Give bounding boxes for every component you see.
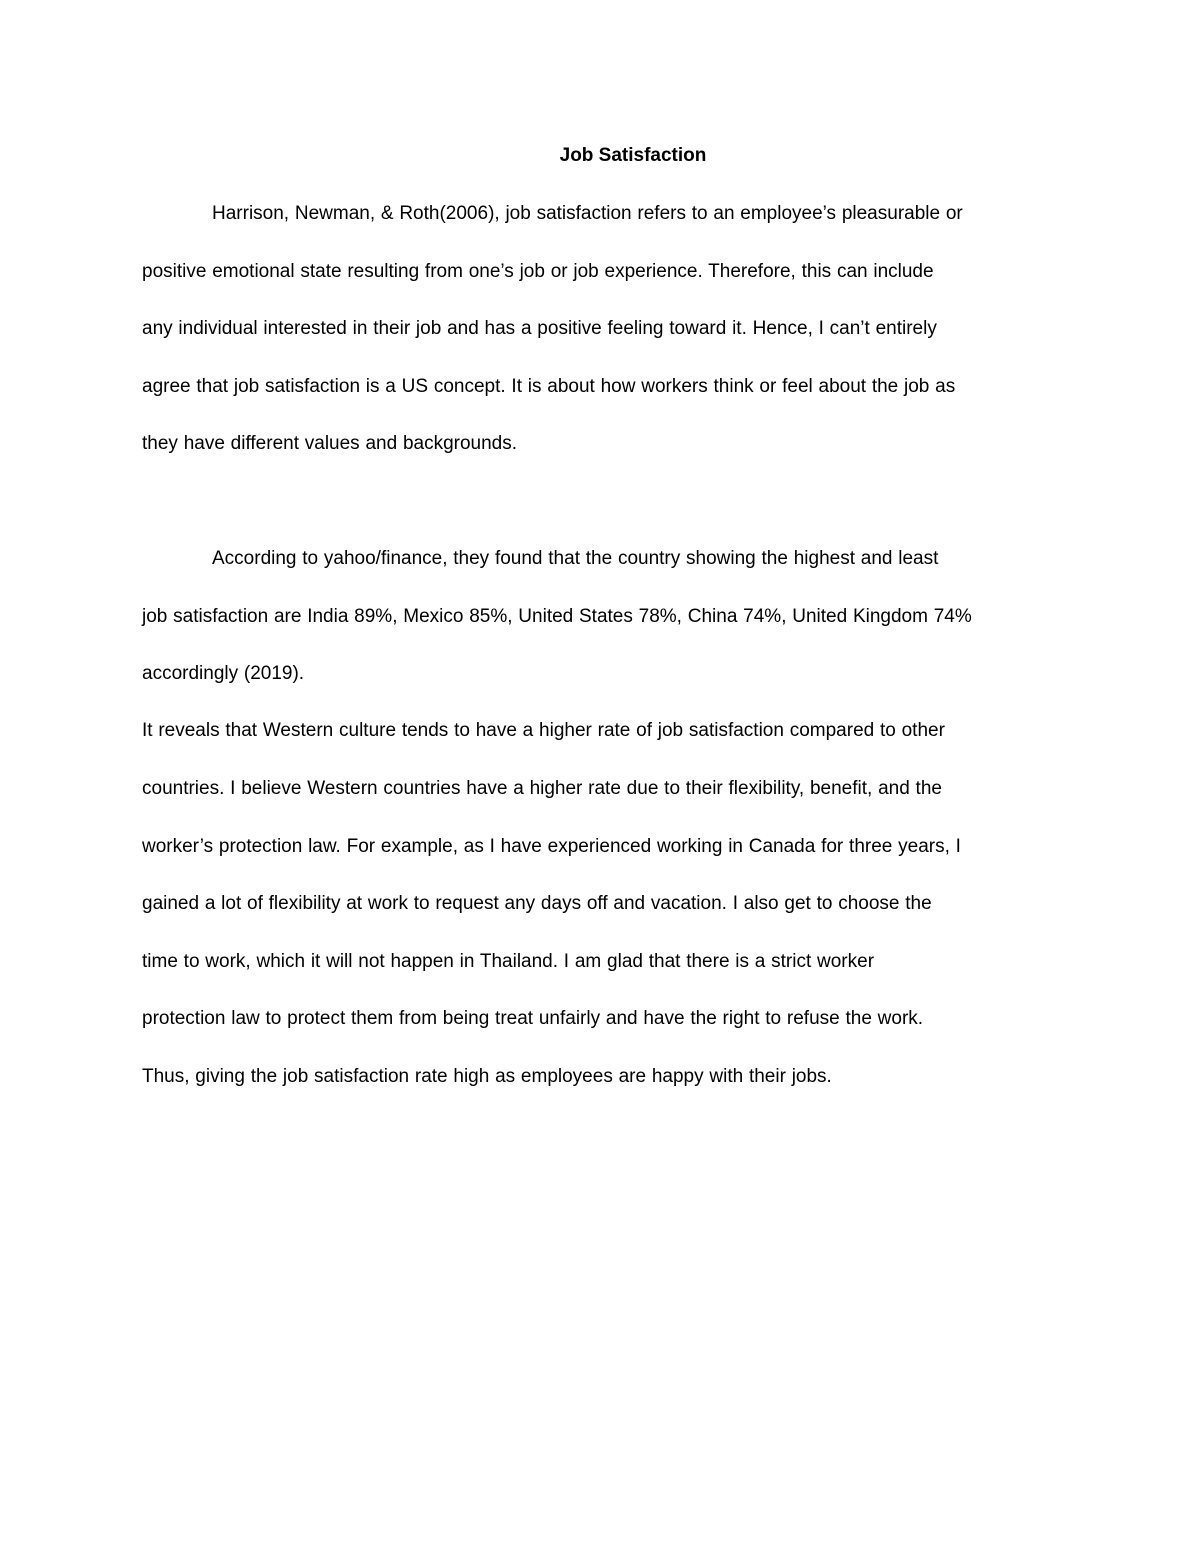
paragraph-line: Harrison, Newman, & Roth(2006), job satisfaction refers to an employee’s pleasurable or bbox=[212, 203, 963, 224]
paragraph-line: worker’s protection law. For example, as I have experienced working in Canada for three years, I bbox=[142, 836, 961, 857]
paragraph-line: According to yahoo/finance, they found that the country showing the highest and least bbox=[212, 548, 939, 569]
paragraph-line: accordingly (2019). bbox=[142, 663, 305, 684]
paragraph-line: any individual interested in their job and has a positive feeling toward it. Hence, I can’t entirely bbox=[142, 318, 937, 339]
paragraph-line: time to work, which it will not happen in Thailand. I am glad that there is a strict worker bbox=[142, 951, 875, 972]
paragraph-line: Thus, giving the job satisfaction rate high as employees are happy with their jobs. bbox=[142, 1066, 832, 1087]
paragraph-line: job satisfaction are India 89%, Mexico 85%, United States 78%, China 74%, United Kingdom 74% bbox=[142, 606, 972, 627]
paragraph-line: protection law to protect them from being treat unfairly and have the right to refuse the work. bbox=[142, 1008, 924, 1029]
paragraph-line: they have different values and backgrounds. bbox=[142, 433, 518, 454]
paragraph-line: agree that job satisfaction is a US concept. It is about how workers think or feel about the job as bbox=[142, 376, 956, 397]
paragraph-line: It reveals that Western culture tends to have a higher rate of job satisfaction compared to other bbox=[142, 720, 945, 741]
document-title: Job Satisfaction bbox=[559, 145, 707, 166]
paragraph-line: countries. I believe Western countries have a higher rate due to their flexibility, benefit, and the bbox=[142, 778, 942, 799]
paragraph-line: gained a lot of flexibility at work to request any days off and vacation. I also get to choose the bbox=[142, 893, 932, 914]
paragraph-line: positive emotional state resulting from one’s job or job experience. Therefore, this can include bbox=[142, 261, 934, 282]
